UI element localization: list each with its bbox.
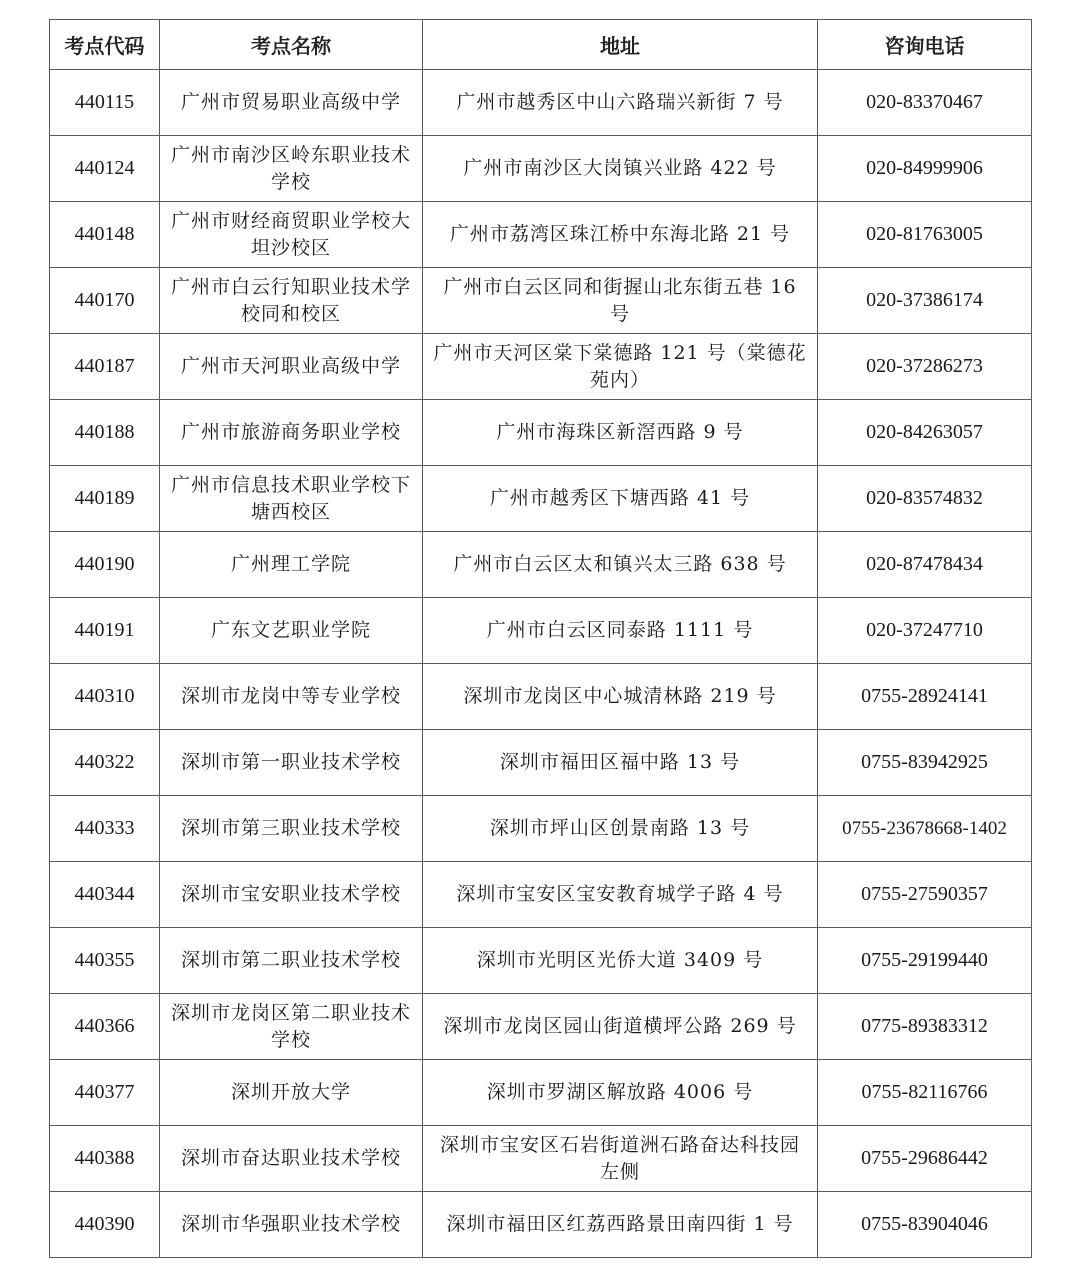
cell-code: 440355: [50, 928, 160, 994]
cell-code: 440187: [50, 334, 160, 400]
cell-name: 深圳市第一职业技术学校: [160, 730, 423, 796]
table-row: [50, 862, 1032, 928]
cell-phone: 020-87478434: [818, 532, 1032, 598]
cell-address: 深圳市罗湖区解放路 4006 号: [423, 1060, 818, 1126]
cell-name: 广州理工学院: [160, 532, 423, 598]
cell-phone: 0755-82116766: [818, 1060, 1032, 1126]
cell-name: 深圳市奋达职业技术学校: [160, 1126, 423, 1192]
cell-code: 440310: [50, 664, 160, 730]
cell-code: 440124: [50, 136, 160, 202]
table-row: [50, 136, 1032, 202]
cell-address: 深圳市宝安区宝安教育城学子路 4 号: [423, 862, 818, 928]
cell-address: 深圳市宝安区石岩街道洲石路奋达科技园左侧: [423, 1126, 818, 1192]
table-row: [50, 70, 1032, 136]
header-code: 考点代码: [50, 20, 160, 70]
cell-phone: 020-83574832: [818, 466, 1032, 532]
header-row: [50, 20, 1032, 70]
cell-phone: 020-83370467: [818, 70, 1032, 136]
cell-name: 深圳开放大学: [160, 1060, 423, 1126]
cell-code: 440333: [50, 796, 160, 862]
cell-code: 440170: [50, 268, 160, 334]
table-row: [50, 334, 1032, 400]
cell-code: 440190: [50, 532, 160, 598]
cell-name: 广州市白云行知职业技术学校同和校区: [160, 268, 423, 334]
cell-code: 440344: [50, 862, 160, 928]
cell-phone: 020-37386174: [818, 268, 1032, 334]
table-row: [50, 994, 1032, 1060]
cell-name: 深圳市宝安职业技术学校: [160, 862, 423, 928]
table-row: [50, 268, 1032, 334]
table-row: [50, 664, 1032, 730]
cell-address: 深圳市龙岗区园山街道横坪公路 269 号: [423, 994, 818, 1060]
table-row: [50, 1060, 1032, 1126]
table-row: [50, 400, 1032, 466]
cell-phone: 0755-23678668-1402: [818, 796, 1032, 862]
table-row: [50, 1126, 1032, 1192]
cell-name: 深圳市龙岗中等专业学校: [160, 664, 423, 730]
cell-name: 深圳市华强职业技术学校: [160, 1192, 423, 1258]
cell-address: 深圳市龙岗区中心城清林路 219 号: [423, 664, 818, 730]
cell-code: 440189: [50, 466, 160, 532]
cell-address: 广州市白云区同泰路 1111 号: [423, 598, 818, 664]
cell-phone: 0755-27590357: [818, 862, 1032, 928]
cell-address: 广州市南沙区大岗镇兴业路 422 号: [423, 136, 818, 202]
table-row: [50, 202, 1032, 268]
table-row: [50, 598, 1032, 664]
cell-phone: 0755-83942925: [818, 730, 1032, 796]
exam-site-table: [49, 19, 1032, 1258]
cell-name: 深圳市龙岗区第二职业技术学校: [160, 994, 423, 1060]
header-name: 考点名称: [160, 20, 423, 70]
cell-address: 广州市白云区同和街握山北东街五巷 16 号: [423, 268, 818, 334]
cell-name: 深圳市第二职业技术学校: [160, 928, 423, 994]
table-row: [50, 532, 1032, 598]
cell-phone: 0755-28924141: [818, 664, 1032, 730]
cell-code: 440191: [50, 598, 160, 664]
cell-code: 440390: [50, 1192, 160, 1258]
cell-phone: 020-84263057: [818, 400, 1032, 466]
cell-code: 440388: [50, 1126, 160, 1192]
cell-code: 440148: [50, 202, 160, 268]
cell-phone: 020-37286273: [818, 334, 1032, 400]
cell-phone: 020-81763005: [818, 202, 1032, 268]
cell-address: 深圳市福田区福中路 13 号: [423, 730, 818, 796]
table-body: [50, 70, 1032, 1258]
cell-address: 广州市荔湾区珠江桥中东海北路 21 号: [423, 202, 818, 268]
table-row: [50, 928, 1032, 994]
cell-phone: 020-37247710: [818, 598, 1032, 664]
header-address: 地址: [423, 20, 818, 70]
cell-code: 440188: [50, 400, 160, 466]
cell-address: 广州市天河区棠下棠德路 121 号（棠德花苑内）: [423, 334, 818, 400]
cell-address: 深圳市福田区红荔西路景田南四街 1 号: [423, 1192, 818, 1258]
cell-code: 440377: [50, 1060, 160, 1126]
cell-phone: 0775-89383312: [818, 994, 1032, 1060]
cell-address: 广州市越秀区下塘西路 41 号: [423, 466, 818, 532]
cell-name: 广州市天河职业高级中学: [160, 334, 423, 400]
table-row: [50, 1192, 1032, 1258]
cell-name: 深圳市第三职业技术学校: [160, 796, 423, 862]
cell-code: 440366: [50, 994, 160, 1060]
cell-name: 广东文艺职业学院: [160, 598, 423, 664]
cell-code: 440115: [50, 70, 160, 136]
cell-address: 广州市白云区太和镇兴太三路 638 号: [423, 532, 818, 598]
table-row: [50, 730, 1032, 796]
cell-address: 深圳市光明区光侨大道 3409 号: [423, 928, 818, 994]
table-row: [50, 796, 1032, 862]
cell-name: 广州市贸易职业高级中学: [160, 70, 423, 136]
cell-name: 广州市南沙区岭东职业技术学校: [160, 136, 423, 202]
cell-name: 广州市旅游商务职业学校: [160, 400, 423, 466]
cell-phone: 0755-29199440: [818, 928, 1032, 994]
cell-name: 广州市信息技术职业学校下塘西校区: [160, 466, 423, 532]
table-row: [50, 466, 1032, 532]
cell-name: 广州市财经商贸职业学校大坦沙校区: [160, 202, 423, 268]
cell-phone: 020-84999906: [818, 136, 1032, 202]
header-phone: 咨询电话: [818, 20, 1032, 70]
cell-address: 广州市海珠区新滘西路 9 号: [423, 400, 818, 466]
table-header: [50, 20, 1032, 70]
cell-phone: 0755-29686442: [818, 1126, 1032, 1192]
cell-address: 广州市越秀区中山六路瑞兴新街 7 号: [423, 70, 818, 136]
cell-address: 深圳市坪山区创景南路 13 号: [423, 796, 818, 862]
cell-phone: 0755-83904046: [818, 1192, 1032, 1258]
cell-code: 440322: [50, 730, 160, 796]
